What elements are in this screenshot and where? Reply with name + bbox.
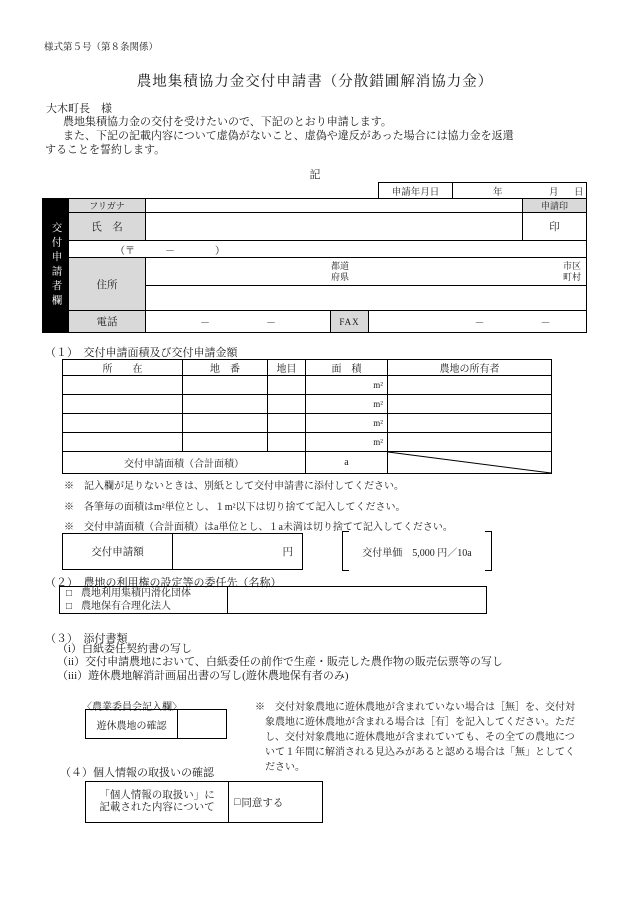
- total-area-label: 交付申請面積（合計面積）: [63, 452, 306, 473]
- option-rationalization-corp[interactable]: [66, 601, 227, 614]
- owner-cell[interactable]: [388, 395, 551, 413]
- section3-title: （３） 添付書類: [45, 633, 128, 645]
- right-bracket-icon: [485, 531, 492, 571]
- delegation-name-field[interactable]: [228, 587, 486, 613]
- applicant-table: [42, 198, 587, 333]
- lot-number-cell[interactable]: [183, 414, 268, 432]
- agree-label: 同意する: [241, 797, 284, 809]
- land-category-cell[interactable]: [268, 433, 306, 451]
- owner-cell[interactable]: [388, 433, 551, 451]
- location-cell[interactable]: [63, 395, 183, 413]
- checkbox-icon[interactable]: □: [234, 796, 241, 808]
- applicant-side-label: 交付申請者欄: [43, 199, 69, 332]
- section2-title: （２） 農地の利用権の設定等の委任先（名称）: [45, 577, 282, 589]
- name-field[interactable]: [146, 213, 523, 240]
- col-land-category: 地目: [268, 360, 306, 375]
- phone-field[interactable]: [146, 311, 331, 332]
- fax-label: FAX: [331, 311, 369, 332]
- note-line: ※ 各筆毎の面積はm²単位とし、１m²以下は切り捨てて記入してください。: [64, 501, 406, 513]
- owner-cell[interactable]: [388, 376, 551, 394]
- area-unit: m²: [373, 437, 383, 447]
- lot-number-cell[interactable]: [183, 395, 268, 413]
- phone-row: [69, 311, 586, 332]
- application-date-label: 申請年月日: [379, 183, 453, 198]
- dash: －: [540, 318, 551, 329]
- furigana-field[interactable]: [146, 199, 523, 212]
- furigana-label: フリガナ: [69, 199, 146, 212]
- left-bracket-icon: [342, 531, 349, 571]
- name-row: [69, 213, 586, 241]
- address-row: [69, 258, 586, 311]
- section1-notes: [64, 477, 453, 539]
- committee-note-line: ださい。: [265, 762, 305, 773]
- location-cell[interactable]: [63, 414, 183, 432]
- address-fields: [146, 258, 586, 310]
- idle-farmland-check-field[interactable]: [178, 710, 226, 738]
- attachment-list: [57, 643, 503, 683]
- committee-note-line: ※ 交付対象農地に遊休農地が含まれていない場合は［無］を、交付対: [255, 702, 575, 713]
- form-number: 様式第５号（第８条関係）: [44, 43, 159, 53]
- phone-label: 電話: [69, 311, 146, 332]
- area-cell[interactable]: [306, 376, 388, 394]
- privacy-consent-field[interactable]: [229, 782, 322, 822]
- address-line1-field[interactable]: [146, 258, 586, 286]
- unit-price-note: [342, 531, 492, 571]
- month-label: 月: [549, 188, 559, 198]
- delegation-options: [60, 587, 228, 613]
- prefecture-label: 都道 府県: [331, 261, 350, 282]
- committee-note: [255, 700, 615, 775]
- option-facilitation-org[interactable]: [66, 588, 227, 601]
- address-line2-field[interactable]: [146, 286, 586, 310]
- amount-field[interactable]: [173, 534, 302, 569]
- owner-cell[interactable]: [388, 414, 551, 432]
- parcel-row: [63, 395, 551, 414]
- area-cell[interactable]: [306, 414, 388, 432]
- intro-line-2: また、下記の記載内容について虚偽がないこと、虚偽や違反があった場合には協力金を返還: [63, 130, 514, 142]
- land-category-cell[interactable]: [268, 414, 306, 432]
- year-label: 年: [493, 188, 503, 198]
- col-owner: 農地の所有者: [439, 364, 500, 375]
- col-lot-number: 地 番: [183, 360, 268, 375]
- area-unit: m²: [373, 380, 383, 390]
- parcel-row: [63, 414, 551, 433]
- checkbox-icon[interactable]: □: [66, 588, 73, 599]
- dash: －: [266, 318, 276, 329]
- furigana-row: [69, 199, 586, 213]
- document-title: 農地集積協力金交付申請書（分散錯圃解消協力金）: [136, 74, 494, 90]
- note-line: ※ 記入欄が足りないときは、別紙として交付申請書に添付してください。: [64, 481, 404, 492]
- note-line: ※ 交付申請面積（合計面積）はa単位とし、１a未満は切り捨てて記入してください。: [64, 522, 453, 533]
- parcel-table: [62, 359, 552, 474]
- col-area: 面 積: [306, 360, 388, 375]
- total-area-row: [63, 452, 551, 473]
- committee-note-line: し、交付対象農地に遊休農地が含まれていても、その全ての農地につ: [265, 732, 575, 743]
- section4-title: （４）個人情報の取扱いの確認: [60, 767, 214, 779]
- amount-unit: 円: [282, 547, 293, 558]
- fax-field[interactable]: [369, 311, 586, 332]
- postal-code-format: （〒 － ）: [115, 245, 225, 257]
- section1-title: （１） 交付申請面積及び交付申請金額: [45, 347, 238, 359]
- attachment-item: （iii）遊休農地解消計画届出書の写し(遊休農地保有者のみ): [57, 669, 349, 682]
- lot-number-cell[interactable]: [183, 376, 268, 394]
- committee-note-line: 象農地に遊休農地が含まれる場合は［有］を記入してください。ただ: [265, 717, 575, 728]
- privacy-consent-label: 「個人情報の取扱い」に 記載された内容について: [86, 782, 229, 822]
- location-cell[interactable]: [63, 433, 183, 451]
- attachment-item: （ii）交付申請農地において、白紙委任の前作で生産・販売した農作物の販売伝票等の写し: [57, 656, 503, 669]
- checkbox-icon[interactable]: □: [66, 600, 73, 612]
- application-date-table: [378, 182, 587, 199]
- address-label: 住所: [69, 258, 146, 310]
- idle-farmland-check-label: 遊休農地の確認: [86, 710, 178, 738]
- seal-cell[interactable]: 印: [549, 222, 560, 233]
- col-location: 所 在: [63, 360, 183, 375]
- application-date-field[interactable]: [453, 183, 586, 198]
- committee-section-title: 〈農業委員会記入欄〉: [82, 702, 182, 713]
- diagonal-slash-icon: [388, 452, 551, 473]
- area-cell[interactable]: [306, 433, 388, 451]
- committee-note-line: いて１年間に解消される見込みがあると認める場合は「無」としてく: [265, 747, 575, 758]
- option-label: 農地保有合理化法人: [81, 600, 172, 612]
- land-category-cell[interactable]: [268, 395, 306, 413]
- privacy-consent-table: [85, 781, 323, 823]
- city-label: 市区 町村: [562, 261, 581, 282]
- unit-price-text: 交付単価 5,000 円／10a: [362, 547, 472, 559]
- land-category-cell[interactable]: [268, 376, 306, 394]
- applicant-table-body: [69, 199, 586, 332]
- area-unit: m²: [373, 399, 383, 409]
- parcel-row: [63, 433, 551, 452]
- amount-table: [62, 533, 303, 570]
- parcel-row: [63, 376, 551, 395]
- area-cell[interactable]: [306, 395, 388, 413]
- seal-header: 申請印: [523, 199, 586, 212]
- dash: －: [474, 318, 485, 329]
- record-mark: 記: [309, 169, 321, 181]
- day-label: 日: [574, 188, 584, 198]
- dash: －: [200, 318, 210, 329]
- parcel-table-header: [63, 360, 551, 376]
- lot-number-cell[interactable]: [183, 433, 268, 451]
- total-area-field[interactable]: a: [306, 452, 388, 473]
- attachment-item: （i）白紙委任契約書の写し: [57, 643, 193, 655]
- option-label: 農地利用集積円滑化団体: [81, 588, 192, 599]
- addressee: 大木町長 様: [46, 103, 112, 115]
- intro-line-1: 農地集積協力金の交付を受けたいので、下記のとおり申請します。: [63, 116, 392, 128]
- area-unit: m²: [373, 418, 383, 428]
- location-cell[interactable]: [63, 376, 183, 394]
- postal-code-row[interactable]: [69, 241, 586, 258]
- name-label: 氏 名: [69, 213, 146, 240]
- intro-line-3: することを誓約します。: [45, 144, 166, 156]
- delegation-table: [59, 586, 487, 614]
- committee-table: [85, 709, 227, 739]
- diagonal-slash-cell: [388, 452, 551, 473]
- amount-label: 交付申請額: [63, 534, 173, 569]
